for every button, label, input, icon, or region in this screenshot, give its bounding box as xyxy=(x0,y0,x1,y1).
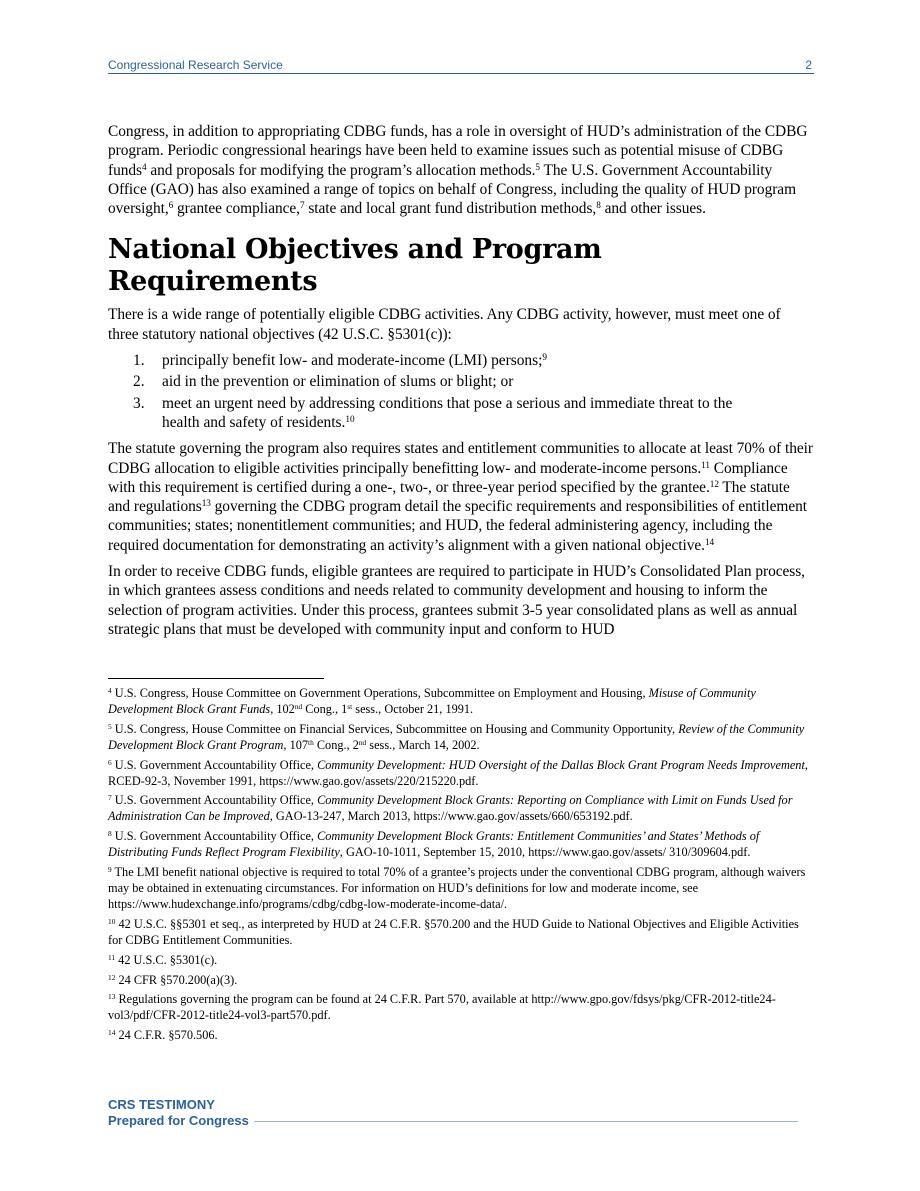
footnote-4 xyxy=(108,686,814,718)
page-header xyxy=(108,58,814,72)
intro-text: and proposals for modifying the program’s allocation methods. xyxy=(146,161,536,179)
list-text: aid in the prevention or elimination of slums or blight; or xyxy=(162,373,514,391)
footnote-number: 7 xyxy=(108,793,112,803)
footnote-ref-7[interactable]: 7 xyxy=(299,200,305,211)
footnote-9 xyxy=(108,865,814,913)
footnote-text: 24 C.F.R. §570.506. xyxy=(115,1028,218,1043)
footnote-number: 5 xyxy=(108,721,112,731)
footnote-number: 4 xyxy=(108,685,112,695)
footnote-title: Community Development Block Grants: Entitlement Communities’ and States’ Methods of Distributing Funds Reflect Program Flexibility xyxy=(108,829,760,860)
list-number: 2. xyxy=(133,373,145,391)
section-lead: There is a wide range of potentially eligible CDBG activities. Any CDBG activity, however, must meet one of three statutory national objectives (42 U.S.C. §5301(c)): xyxy=(108,306,781,343)
footnote-6 xyxy=(108,758,814,790)
footnote-text: U.S. Congress, House Committee on Financial Services, Subcommittee on Housing and Community Opportunity, xyxy=(111,721,679,736)
footnote-text: 42 U.S.C. §5301(c). xyxy=(115,952,218,967)
footnote-ref-9[interactable]: 9 xyxy=(542,352,547,362)
footer-rule xyxy=(254,1121,798,1122)
footnote-ref-12[interactable]: 12 xyxy=(709,478,719,489)
footnote-number: 10 xyxy=(108,916,116,926)
footnote-ref-4[interactable]: 4 xyxy=(141,161,147,172)
footnote-ref-11[interactable]: 11 xyxy=(701,459,710,470)
footnote-number: 14 xyxy=(108,1028,116,1038)
footnote-title: Community Development Block Grants: Reporting on Compliance with Limit on Funds Used for Administration Can be Improved xyxy=(108,793,793,824)
footnote-text: U.S. Government Accountability Office, xyxy=(111,829,318,844)
requirements-paragraph xyxy=(108,439,814,555)
header-rule xyxy=(108,73,814,74)
footnote-text: The LMI benefit national objective is required to total 70% of a grantee’s projects under the conventional CDBG program, although waivers may be obtained in extenuating circumstances. For information on HUD’s definitions for low and moderate income, see https://www.hudexchange.info/programs/cdbg/cdbg-low-moderate-income-data/. xyxy=(108,865,806,911)
intro-text: and other issues. xyxy=(600,200,706,218)
list-text: principally benefit low- and moderate-income (LMI) persons; xyxy=(162,352,543,370)
footnote-text: Cong., 2 xyxy=(313,737,359,752)
header-title: Congressional Research Service xyxy=(108,58,283,72)
ordinal-suffix: nd xyxy=(294,701,303,711)
footnote-ref-8[interactable]: 8 xyxy=(596,200,601,211)
list-item xyxy=(108,394,814,433)
page-number: 2 xyxy=(805,58,812,72)
footnote-14 xyxy=(108,1028,814,1044)
footnote-13 xyxy=(108,992,814,1024)
footnote-number: 9 xyxy=(108,865,112,875)
footnote-number: 12 xyxy=(108,972,116,982)
intro-text: The U.S. Government Accountability Office (GAO) has also examined a range of topics on behalf of Congress, including the quality of HUD program oversight, xyxy=(108,161,796,218)
footnote-ref-10[interactable]: 10 xyxy=(345,413,355,424)
footnotes xyxy=(108,686,814,1048)
ordinal-suffix: th xyxy=(308,737,314,747)
intro-text: state and local grant fund distribution methods, xyxy=(304,200,597,218)
footnote-10 xyxy=(108,917,814,949)
footnote-text: 24 CFR §570.200(a)(3). xyxy=(115,972,238,987)
footnote-title: Misuse of Community Development Block Grant Funds xyxy=(108,686,756,716)
footer-subtitle-row xyxy=(108,1113,798,1129)
ordinal-suffix: nd xyxy=(358,737,367,747)
footnote-number: 8 xyxy=(108,829,112,839)
footnote-text: , 107 xyxy=(283,737,309,752)
ordinal-suffix: st xyxy=(347,701,353,711)
footnote-text: U.S. Congress, House Committee on Government Operations, Subcommittee on Employment and Housing, xyxy=(111,686,649,700)
footnote-title: Community Development: HUD Oversight of the Dallas Block Grant Program Needs Improvement xyxy=(317,757,805,772)
body-text: Compliance with this requirement is certified during a one-, two-, or three-year period specified by the grantee. xyxy=(108,459,788,496)
footnote-number: 13 xyxy=(108,992,116,1002)
footnote-text: Regulations governing the program can be found at 24 C.F.R. Part 570, available at http://www.gpo.gov/fdsys/pkg/CFR-2012-title24-vol3/pdf/CFR-2012-title24-vol3-part570.pdf. xyxy=(108,992,776,1023)
footnote-text: , RCED-92-3, November 1991, https://www.gao.gov/assets/220/215220.pdf. xyxy=(108,757,808,788)
footnote-5 xyxy=(108,722,814,754)
footnote-8 xyxy=(108,829,814,861)
body-text: governing the CDBG program detail the specific requirements and responsibilities of entitlement communities; states; nonentitlement communities; and HUD, the federal administering agency, including the required documentation for demonstrating an activity’s alignment with a given national objective. xyxy=(108,498,807,554)
footnote-text: , 102 xyxy=(270,701,295,716)
footnote-7 xyxy=(108,793,814,825)
footnote-text: U.S. Government Accountability Office, xyxy=(111,793,318,808)
footnote-12 xyxy=(108,973,814,989)
footnote-text: sess., March 14, 2002. xyxy=(366,737,480,752)
footnote-text: Cong., 1 xyxy=(302,701,348,716)
footnote-ref-6[interactable]: 6 xyxy=(168,200,174,211)
footnote-ref-5[interactable]: 5 xyxy=(535,161,540,172)
footnote-text: 42 U.S.C. §§5301 et seq., as interpreted by HUD at 24 C.F.R. §570.200 and the HUD Guide to National Objectives and Eligible Activities for CDBG Entitlement Communities. xyxy=(108,916,799,947)
consolidated-plan-paragraph: In order to receive CDBG funds, eligible grantees are required to participate in HUD’s Consolidated Plan process, in which grantees assess conditions and needs related to community development and housing to inform the selection of program activities. Under this process, grantees submit 3-5 year consolidated plans as well as annual strategic plans that must be developed with community input and conform to HUD xyxy=(108,563,805,638)
footnote-text: sess., October 21, 1991. xyxy=(352,701,474,716)
intro-text: grantee compliance, xyxy=(173,200,300,218)
main-content xyxy=(108,122,814,646)
footer-title: CRS TESTIMONY xyxy=(108,1097,215,1112)
footnote-ref-13[interactable]: 13 xyxy=(201,498,211,509)
list-number: 1. xyxy=(133,352,145,370)
intro-text: Congress, in addition to appropriating CDBG funds, has a role in oversight of HUD’s administration of the CDBG program. Periodic congressional hearings have been held to examine issues such as potential misuse of CDBG funds xyxy=(108,123,808,179)
list-number: 3. xyxy=(133,394,145,412)
body-text: The statute and regulations xyxy=(108,478,790,516)
intro-paragraph xyxy=(108,122,814,218)
list-text: meet an urgent need by addressing conditions that pose a serious and immediate threat to the health and safety of residents. xyxy=(162,394,733,431)
footnote-number: 6 xyxy=(108,757,112,767)
section-heading: National Objectives and Program Requirements xyxy=(108,234,602,298)
footnote-ref-14[interactable]: 14 xyxy=(704,536,715,547)
footnote-text: , GAO-13-247, March 2013, https://www.gao.gov/assets/660/653192.pdf. xyxy=(269,809,633,824)
footnote-text: U.S. Government Accountability Office, xyxy=(111,757,318,772)
footnote-11 xyxy=(108,953,814,969)
footnote-number: 11 xyxy=(108,952,116,962)
footnote-divider xyxy=(108,678,324,679)
list-item xyxy=(108,372,814,391)
list-item xyxy=(108,351,814,370)
footnote-text: , GAO-10-1011, September 15, 2010, https://www.gao.gov/assets/ 310/309604.pdf. xyxy=(339,845,751,860)
body-text: The statute governing the program also requires states and entitlement communities to allocate at least 70% of their CDBG allocation to eligible activities principally benefitting low- and moderate-income persons. xyxy=(108,440,813,477)
objectives-list xyxy=(108,351,814,432)
page-footer xyxy=(108,1097,798,1129)
footer-subtitle: Prepared for Congress xyxy=(108,1113,249,1128)
footnote-title: Review of the Community Development Block Grant Program xyxy=(108,721,805,752)
